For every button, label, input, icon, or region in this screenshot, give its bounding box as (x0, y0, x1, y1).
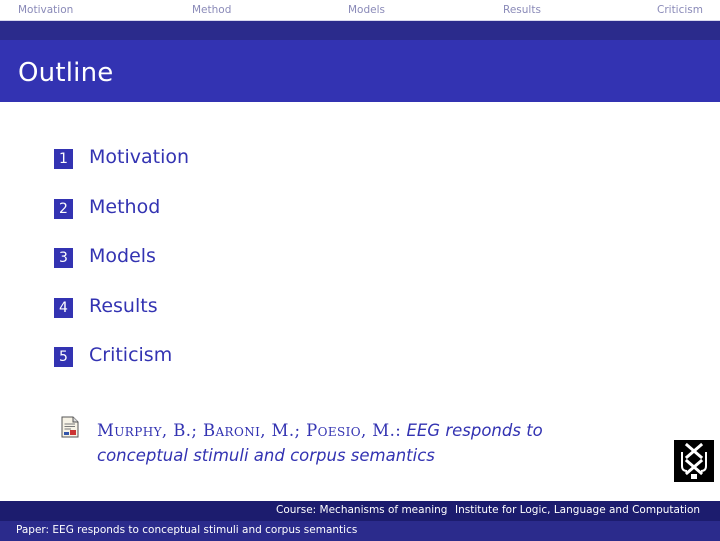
reference-authors: Murphy, B.; Baroni, M.; Poesio, M.: (97, 421, 402, 440)
bibliography-reference (97, 418, 637, 468)
outline-item-models[interactable] (54, 245, 354, 271)
nav-item-method[interactable]: Method (192, 4, 232, 16)
outline-item-motivation[interactable] (54, 146, 354, 172)
outline-item-results[interactable] (54, 295, 354, 321)
document-icon (61, 416, 79, 438)
subsection-band (0, 21, 720, 40)
outline-label: Results (89, 295, 158, 317)
outline-number: 5 (54, 347, 73, 367)
outline-label: Motivation (89, 146, 190, 168)
outline-item-criticism[interactable] (54, 344, 354, 370)
outline-label: Method (89, 196, 161, 218)
outline-number: 4 (54, 298, 73, 318)
outline-number: 1 (54, 149, 73, 169)
nav-item-motivation[interactable]: Motivation (18, 4, 74, 16)
section-navigation (0, 0, 720, 22)
outline-item-method[interactable] (54, 196, 354, 222)
nav-item-results[interactable]: Results (503, 4, 541, 16)
outline-number: 2 (54, 199, 73, 219)
footer-course: Course: Mechanisms of meaning (276, 504, 448, 516)
reference-title-part1: EEG responds to (406, 421, 543, 440)
university-logo-icon (674, 440, 714, 482)
footer-course-bar (0, 501, 720, 521)
outline-label: Criticism (89, 344, 173, 366)
reference-title-part2: conceptual stimuli and corpus semantics (97, 446, 435, 465)
footer-paper-bar (0, 521, 720, 541)
footer-institute: Institute for Logic, Language and Computation (455, 504, 701, 516)
outline-label: Models (89, 245, 156, 267)
footer-paper: Paper: EEG responds to conceptual stimuli and corpus semantics (16, 524, 358, 536)
frame-title: Outline (18, 58, 114, 88)
outline-number: 3 (54, 248, 73, 268)
nav-item-models[interactable]: Models (348, 4, 385, 16)
nav-item-criticism[interactable]: Criticism (657, 4, 703, 16)
